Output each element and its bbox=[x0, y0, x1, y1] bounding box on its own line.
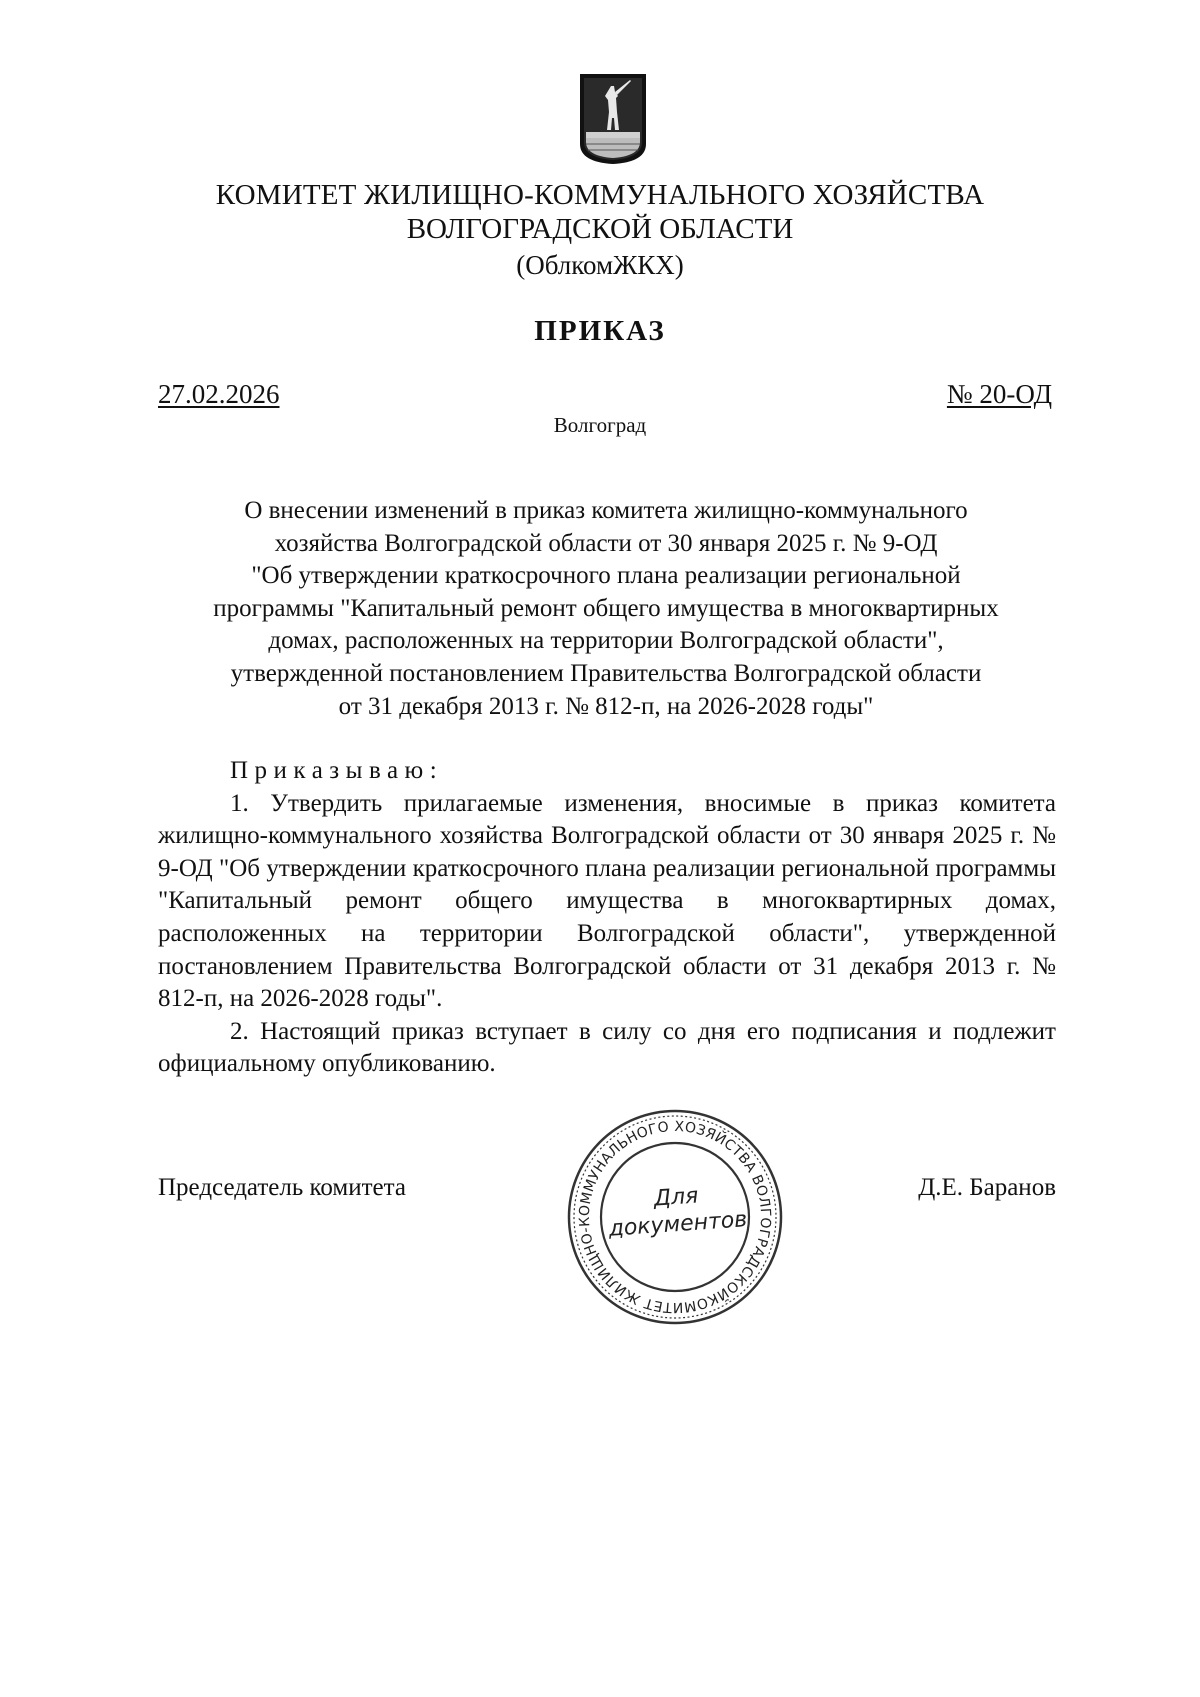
subject-line: от 31 декабря 2013 г. № 812-п, на 2026-2028 годы" bbox=[338, 692, 874, 720]
order-directive: Приказываю: bbox=[230, 757, 444, 784]
volgograd-coat-of-arms-icon bbox=[578, 72, 648, 166]
organization-name-line2: ВОЛГОГРАДСКОЙ ОБЛАСТИ bbox=[406, 213, 794, 245]
subject-line: утвержденной постановлением Правительства Волгоградской области bbox=[230, 659, 982, 687]
organization-abbreviation: (ОблкомЖКХ) bbox=[516, 250, 684, 280]
order-item-1: 1. Утвердить прилагаемые изменения, вносимые в приказ комитета жилищно-коммунального хозяйства Волгоградской области от 30 января 2025 г. № 9-ОД "Об утверждении краткосрочного плана реализации региональной программы "Капитальный ремонт общего имущества в многоквартирных домах, расположенных на территории Волгоградской области", утвержденной постановлением Правительства Волгоградской области от 31 декабря 2013 г. № 812-п, на 2026-2028 годы". bbox=[158, 789, 1056, 1013]
document-subject bbox=[158, 495, 1054, 723]
document-date: 27.02.2026 bbox=[158, 379, 280, 409]
stamp-ring-text: КОМИТЕТ ЖИЛИЩНО-КОММУНАЛЬНОГО ХОЗЯЙСТВА ВОЛГОГРАДСКОЙ bbox=[576, 1118, 774, 1316]
official-stamp bbox=[562, 1104, 788, 1330]
document-number: № 20-ОД bbox=[946, 379, 1052, 409]
subject-line: О внесении изменений в приказ комитета жилищно-коммунального bbox=[244, 497, 968, 524]
subject-line: "Об утверждении краткосрочного плана реализации региональной bbox=[251, 562, 961, 590]
signatory-name: Д.Е. Баранов bbox=[918, 1174, 1056, 1201]
order-item-2: 2. Настоящий приказ вступает в силу со дня его подписания и подлежит официальному опубликованию. bbox=[158, 1017, 1056, 1078]
coat-of-arms-emblem bbox=[578, 72, 648, 166]
stamp-center-text bbox=[600, 1179, 753, 1243]
stamp-center-line1: Для bbox=[652, 1183, 700, 1212]
document-city: Волгоград bbox=[553, 413, 647, 437]
stamp-center-line2: документов bbox=[607, 1207, 749, 1242]
signatory-title: Председатель комитета bbox=[158, 1174, 406, 1201]
organization-name-line1: КОМИТЕТ ЖИЛИЩНО-КОММУНАЛЬНОГО ХОЗЯЙСТВА bbox=[215, 179, 985, 211]
document-title: ПРИКАЗ bbox=[534, 315, 666, 347]
document-body bbox=[158, 755, 1056, 1081]
subject-line: программы "Капитальный ремонт общего имущества в многоквартирных bbox=[213, 594, 999, 622]
subject-line: домах, расположенных на территории Волгоградской области", bbox=[268, 627, 944, 655]
subject-line: хозяйства Волгоградской области от 30 января 2025 г. № 9-ОД bbox=[274, 529, 938, 557]
